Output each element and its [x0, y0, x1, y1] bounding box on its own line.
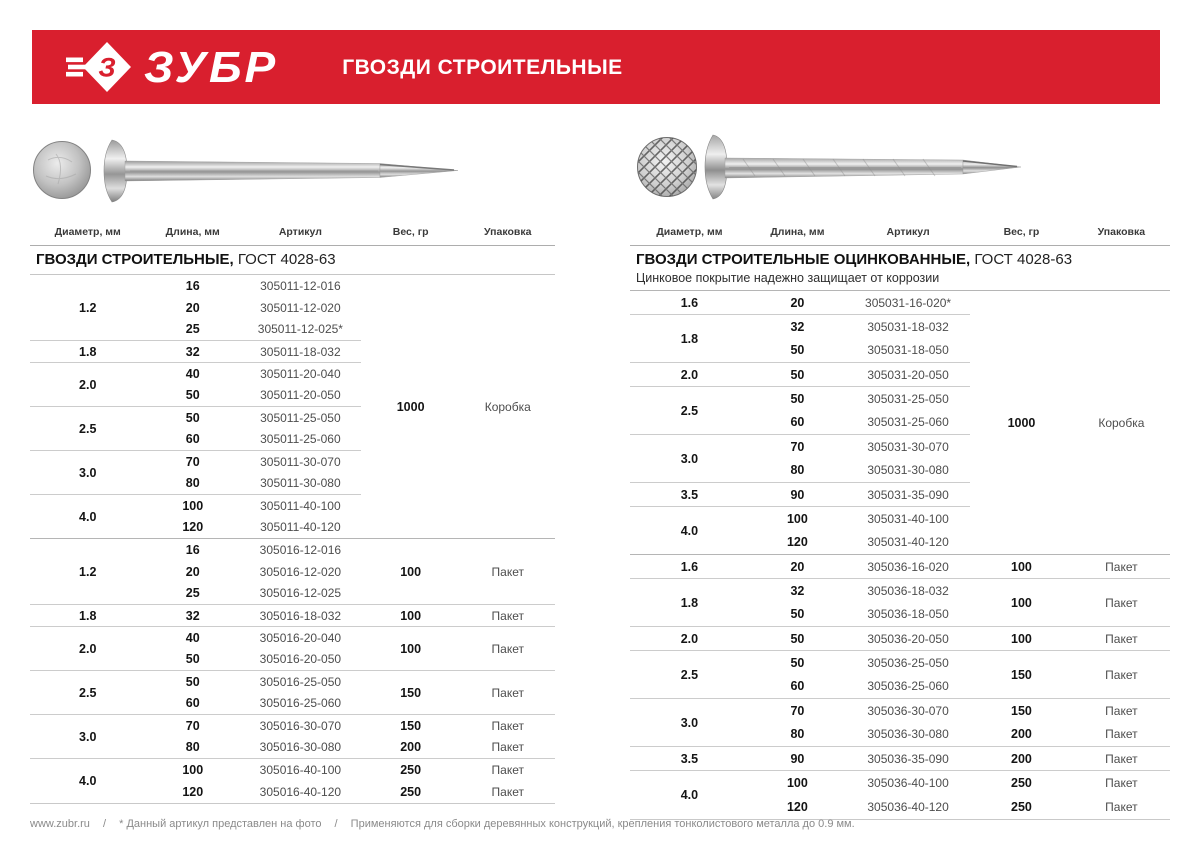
diameter-cell: 3.0	[30, 451, 146, 495]
plain-nails-table-wrap	[30, 222, 555, 804]
article-cell: 305011-25-060	[260, 432, 341, 447]
pack-cell: Пакет	[1073, 747, 1170, 771]
weight-cell: 150	[970, 699, 1073, 723]
nails-table-plain	[30, 222, 555, 803]
article-cell: 305011-40-100	[240, 495, 361, 517]
article-cell: 305036-40-100	[846, 771, 970, 795]
pack-cell: Пакет	[1073, 579, 1170, 627]
footer-note	[30, 818, 1170, 830]
pack-cell: Пакет	[461, 605, 556, 627]
article-cell: 305011-12-020	[260, 300, 341, 315]
length-cell: 50	[749, 387, 846, 411]
pack-cell: Пакет	[1073, 555, 1170, 579]
article-cell: 305031-30-070	[846, 435, 970, 459]
article-cell: 305011-30-080	[260, 476, 341, 491]
length-cell: 50	[749, 363, 846, 387]
pack-cell: Коробка	[484, 399, 531, 414]
article-cell: 305016-12-016	[240, 539, 361, 561]
article-cell: 305011-18-032	[240, 341, 361, 363]
length-cell: 60	[185, 432, 200, 447]
article-cell: 305036-18-032	[846, 579, 970, 603]
article-cell: 305016-25-060	[259, 696, 342, 711]
diameter-cell: 1.8	[30, 341, 146, 363]
length-cell: 40	[146, 363, 241, 385]
brand-name: ЗУБР	[144, 42, 279, 92]
diameter-cell: 2.0	[630, 363, 749, 387]
section-title: ГВОЗДИ СТРОИТЕЛЬНЫЕ ОЦИНКОВАННЫЕ, ГОСТ 4028-63	[636, 251, 1073, 268]
pack-cell: Пакет	[1073, 699, 1170, 723]
length-cell: 120	[182, 784, 204, 799]
length-cell: 20	[185, 300, 200, 315]
diameter-cell: 1.8	[630, 315, 749, 363]
weight-cell: 250	[1011, 799, 1032, 814]
weight-cell: 250	[970, 771, 1073, 795]
weight-cell: 100	[970, 579, 1073, 627]
length-cell: 20	[749, 555, 846, 579]
article-cell: 305036-30-080	[867, 727, 949, 742]
checkered-head-galvanized-nail-photo	[633, 123, 1033, 223]
footer-asterisk-note: * Данный артикул представлен на фото	[119, 818, 322, 830]
article-cell: 305011-12-025*	[257, 322, 343, 337]
column-header: Длина, мм	[146, 222, 241, 246]
length-cell: 60	[790, 415, 805, 430]
article-cell: 305016-20-040	[240, 627, 361, 649]
footer-usage-note: Применяются для сборки деревянных конструкций, крепления тонколистового металла до 0.9 мм.	[350, 818, 855, 830]
article-cell: 305036-16-020	[846, 555, 970, 579]
article-cell: 305031-18-032	[846, 315, 970, 339]
page-title: ГВОЗДИ СТРОИТЕЛЬНЫЕ	[342, 56, 623, 79]
weight-cell: 200	[400, 740, 422, 755]
footer-separator: /	[334, 818, 338, 830]
article-cell: 305036-25-060	[867, 679, 949, 694]
length-cell: 90	[749, 483, 846, 507]
length-cell: 20	[790, 295, 805, 310]
column-header: Диаметр, мм	[630, 222, 749, 246]
nails-table-galvanized	[630, 222, 1170, 819]
diameter-cell: 1.6	[630, 555, 749, 579]
diameter-cell: 2.5	[630, 387, 749, 435]
diameter-cell: 3.5	[630, 747, 749, 771]
pack-cell: Пакет	[491, 740, 524, 755]
article-cell: 305031-18-050	[867, 343, 949, 358]
article-cell: 305036-40-120	[867, 799, 949, 814]
length-cell: 80	[790, 727, 805, 742]
diameter-cell: 1.8	[30, 605, 146, 627]
article-cell: 305016-25-050	[240, 671, 361, 693]
length-cell: 32	[146, 341, 241, 363]
column-header: Длина, мм	[749, 222, 846, 246]
length-cell: 60	[790, 679, 805, 694]
length-cell: 70	[146, 715, 241, 737]
pack-cell: Пакет	[461, 627, 556, 671]
pack-cell: Пакет	[491, 784, 524, 799]
weight-cell: 100	[361, 627, 461, 671]
article-cell: 305031-25-050	[846, 387, 970, 411]
length-cell: 50	[146, 407, 241, 429]
article-cell: 305031-20-050	[846, 363, 970, 387]
length-cell: 32	[146, 605, 241, 627]
length-cell: 20	[185, 564, 200, 579]
length-cell: 100	[146, 759, 241, 781]
column-header: Артикул	[240, 222, 361, 246]
section-subtitle: Цинковое покрытие надежно защищает от коррозии	[630, 270, 1170, 291]
article-cell: 305011-20-040	[240, 363, 361, 385]
length-cell: 100	[749, 771, 846, 795]
length-cell: 16	[185, 278, 200, 293]
length-cell: 25	[185, 322, 200, 337]
pack-cell: Пакет	[461, 671, 556, 715]
column-header: Упаковка	[461, 222, 556, 246]
article-cell: 305011-25-050	[240, 407, 361, 429]
svg-text:З: З	[98, 52, 116, 83]
article-cell: 305036-20-050	[846, 627, 970, 651]
article-cell: 305011-12-016	[260, 278, 341, 293]
article-cell: 305031-35-090	[846, 483, 970, 507]
zubr-diamond-logo-icon	[66, 40, 132, 94]
diameter-cell: 3.0	[30, 715, 146, 759]
column-header: Диаметр, мм	[30, 222, 146, 246]
article-cell: 305016-12-020	[259, 564, 342, 579]
article-cell: 305036-25-050	[846, 651, 970, 675]
footer-separator: /	[102, 818, 107, 830]
article-cell: 305036-35-090	[846, 747, 970, 771]
diameter-cell: 1.2	[79, 300, 97, 315]
length-cell: 50	[749, 651, 846, 675]
length-cell: 32	[749, 315, 846, 339]
weight-cell: 200	[1011, 727, 1032, 742]
length-cell: 90	[749, 747, 846, 771]
article-cell: 305011-20-050	[260, 388, 341, 403]
weight-cell: 200	[970, 747, 1073, 771]
length-cell: 50	[749, 627, 846, 651]
diameter-cell: 2.5	[30, 671, 146, 715]
article-cell: 305016-12-025	[259, 586, 342, 601]
pack-cell: Пакет	[1105, 727, 1138, 742]
diameter-cell: 1.2	[30, 539, 146, 605]
weight-cell: 100	[970, 555, 1073, 579]
diameter-cell: 2.0	[30, 627, 146, 671]
diameter-cell: 3.0	[630, 699, 749, 747]
article-cell: 305016-18-032	[240, 605, 361, 627]
length-cell: 80	[185, 740, 200, 755]
length-cell: 16	[146, 539, 241, 561]
length-cell: 120	[182, 520, 204, 535]
diameter-cell: 4.0	[30, 759, 146, 803]
pack-cell: Пакет	[461, 539, 556, 605]
weight-cell: 1000	[1007, 415, 1036, 430]
zubr-logo	[66, 40, 278, 94]
length-cell: 100	[146, 495, 241, 517]
length-cell: 25	[185, 586, 200, 601]
length-cell: 50	[185, 652, 200, 667]
article-cell: 305036-18-050	[867, 607, 949, 622]
galvanized-nails-table-wrap	[630, 222, 1170, 820]
length-cell: 70	[749, 699, 846, 723]
article-cell: 305031-16-020*	[865, 295, 952, 310]
diameter-cell: 3.0	[630, 435, 749, 483]
column-header: Упаковка	[1073, 222, 1170, 246]
pack-cell: Пакет	[1073, 627, 1170, 651]
length-cell: 50	[790, 343, 805, 358]
column-header: Артикул	[846, 222, 970, 246]
weight-cell: 150	[361, 715, 461, 737]
article-cell: 305031-40-120	[867, 535, 949, 550]
length-cell: 70	[146, 451, 241, 473]
pack-cell: Пакет	[461, 715, 556, 737]
diameter-cell: 2.0	[30, 363, 146, 407]
length-cell: 50	[185, 388, 200, 403]
article-cell: 305016-40-100	[240, 759, 361, 781]
diameter-cell: 4.0	[630, 771, 749, 819]
article-cell: 305016-20-050	[259, 652, 342, 667]
article-cell: 305011-40-120	[260, 520, 341, 535]
diameter-cell: 2.0	[630, 627, 749, 651]
length-cell: 80	[185, 476, 200, 491]
length-cell: 50	[790, 607, 805, 622]
flat-head-nail-photo	[30, 128, 465, 223]
weight-cell: 100	[361, 539, 461, 605]
length-cell: 60	[185, 696, 200, 711]
diameter-cell: 4.0	[30, 495, 146, 539]
length-cell: 32	[749, 579, 846, 603]
diameter-cell: 1.6	[680, 295, 699, 310]
brand-banner	[32, 30, 1160, 104]
section-title: ГВОЗДИ СТРОИТЕЛЬНЫЕ, ГОСТ 4028-63	[30, 246, 555, 275]
column-header: Вес, гр	[361, 222, 461, 246]
length-cell: 100	[749, 507, 846, 531]
pack-cell: Пакет	[1073, 771, 1170, 795]
weight-cell: 100	[361, 605, 461, 627]
weight-cell: 1000	[396, 399, 425, 414]
length-cell: 120	[786, 799, 808, 814]
diameter-cell: 4.0	[630, 507, 749, 555]
weight-cell: 100	[970, 627, 1073, 651]
article-cell: 305016-30-080	[259, 740, 342, 755]
article-cell: 305031-40-100	[846, 507, 970, 531]
pack-cell: Пакет	[1105, 799, 1138, 814]
article-cell: 305016-30-070	[240, 715, 361, 737]
diameter-cell: 2.5	[30, 407, 146, 451]
weight-cell: 150	[361, 671, 461, 715]
length-cell: 70	[749, 435, 846, 459]
pack-cell: Пакет	[1073, 651, 1170, 699]
article-cell: 305016-40-120	[259, 784, 342, 799]
weight-cell: 150	[970, 651, 1073, 699]
pack-cell: Коробка	[1098, 415, 1145, 430]
column-header: Вес, гр	[970, 222, 1073, 246]
article-cell: 305036-30-070	[846, 699, 970, 723]
weight-cell: 250	[361, 759, 461, 781]
diameter-cell: 2.5	[630, 651, 749, 699]
length-cell: 120	[786, 535, 808, 550]
diameter-cell: 3.5	[630, 483, 749, 507]
article-cell: 305011-30-070	[240, 451, 361, 473]
article-cell: 305031-30-080	[867, 463, 949, 478]
weight-cell: 250	[400, 784, 422, 799]
article-cell: 305031-25-060	[867, 415, 949, 430]
pack-cell: Пакет	[461, 759, 556, 781]
site-url: www.zubr.ru	[30, 818, 90, 830]
length-cell: 80	[790, 463, 805, 478]
length-cell: 50	[146, 671, 241, 693]
diameter-cell: 1.8	[630, 579, 749, 627]
length-cell: 40	[146, 627, 241, 649]
